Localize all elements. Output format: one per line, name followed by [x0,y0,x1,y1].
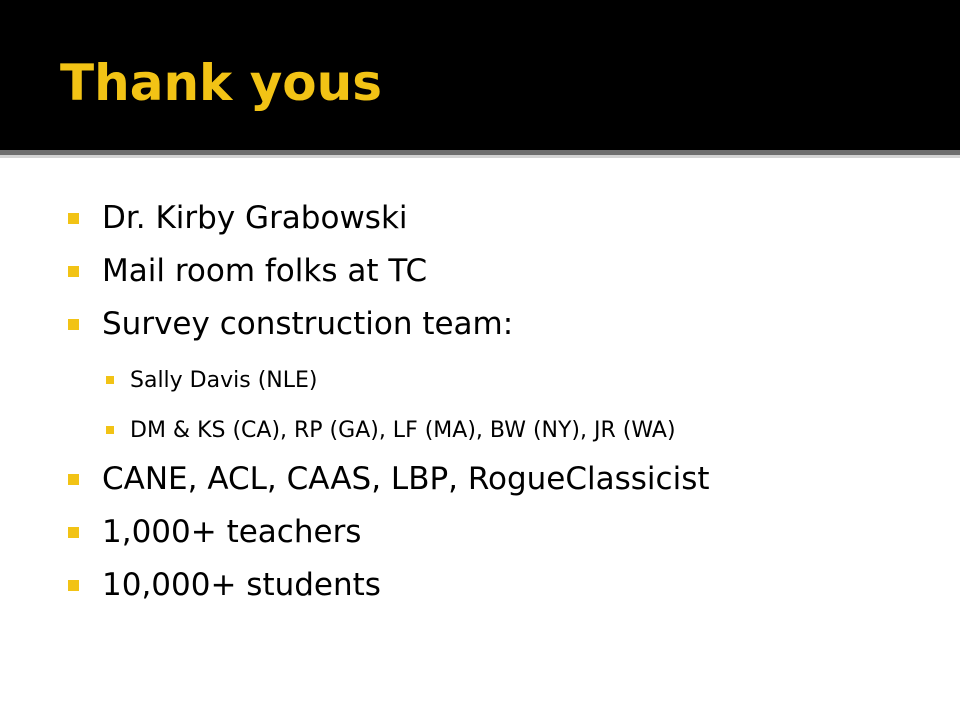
bullet-text: CANE, ACL, CAAS, LBP, RogueClassicist [102,461,710,497]
square-bullet-icon [68,319,79,330]
bullet-text: 1,000+ teachers [102,514,362,550]
square-bullet-icon [68,266,79,277]
bullet-text: Dr. Kirby Grabowski [102,200,408,236]
bullet-text: Mail room folks at TC [102,253,428,289]
bullet-item [0,253,960,289]
bullet-text: Survey construction team: [102,306,514,342]
title-band [0,0,960,150]
bullet-item [0,461,960,497]
square-bullet-icon [68,213,79,224]
square-bullet-icon [106,426,114,434]
bullet-item [0,514,960,550]
sub-bullet-text: Sally Davis (NLE) [130,368,318,393]
bullet-item [0,200,960,236]
square-bullet-icon [68,580,79,591]
square-bullet-icon [68,474,79,485]
sub-bullet-item [0,361,960,401]
bullet-item [0,306,960,451]
bullet-text: 10,000+ students [102,567,381,603]
square-bullet-icon [68,527,79,538]
sub-bullet-item [0,411,960,451]
bullet-item [0,567,960,603]
slide-body [0,200,960,620]
sub-bullet-text: DM & KS (CA), RP (GA), LF (MA), BW (NY), JR (WA) [130,418,676,443]
title-divider-highlight [0,155,960,158]
bullet-list [0,200,960,603]
sub-bullet-list [0,361,960,451]
slide-title: Thank yous [60,54,382,112]
square-bullet-icon [106,376,114,384]
